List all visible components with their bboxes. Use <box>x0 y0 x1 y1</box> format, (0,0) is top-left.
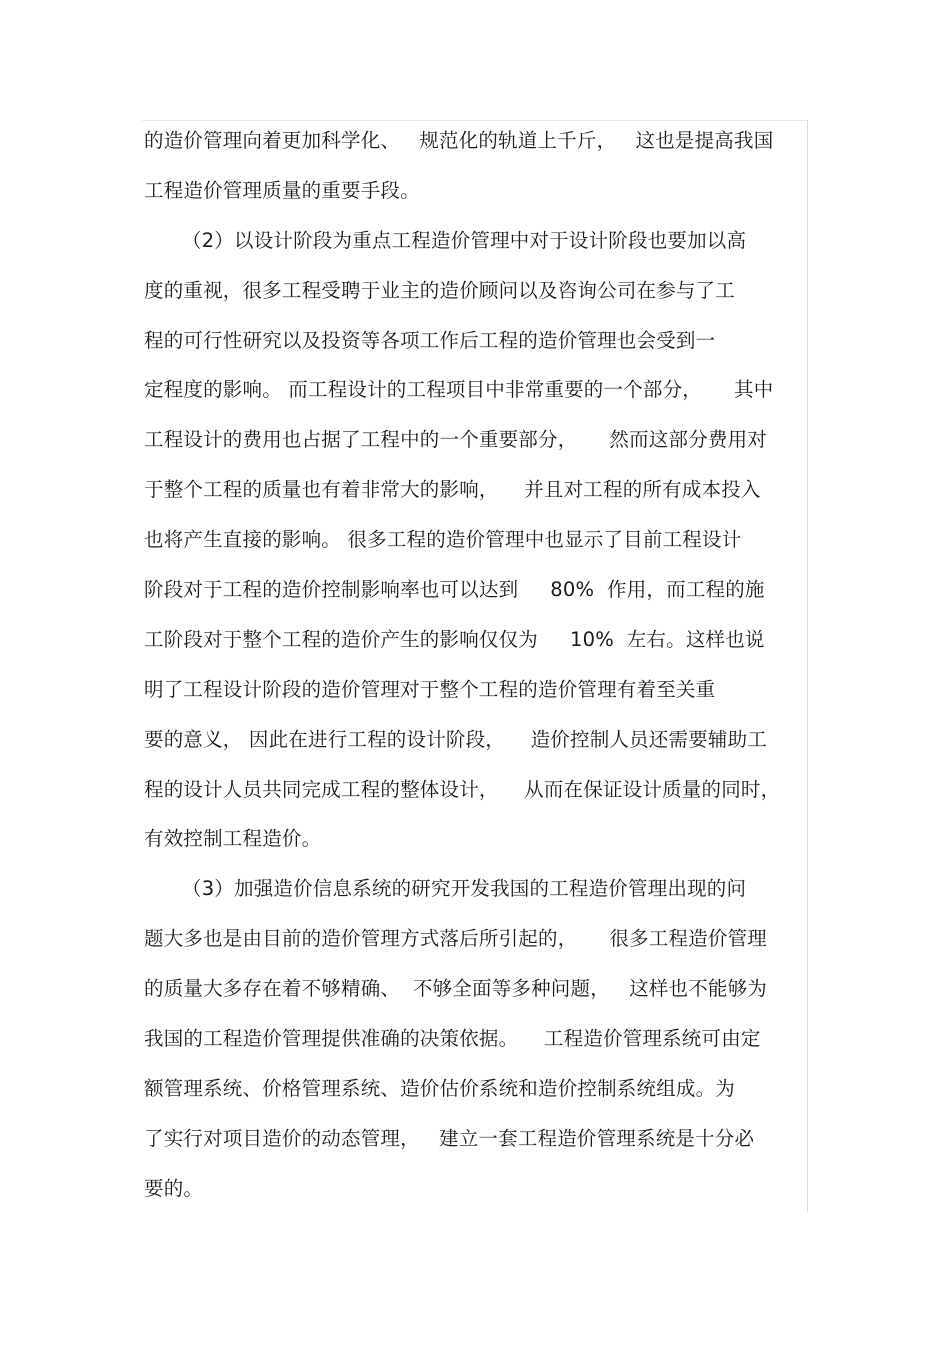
text-line: 要的。 <box>144 1176 204 1200</box>
text-line: 的造价管理向着更加科学化、 规范化的轨道上千斤， 这也是提高我国 <box>144 129 774 152</box>
text-line: 了实行对项目造价的动态管理， 建立一套工程造价管理系统是十分必 <box>144 1126 755 1150</box>
text-line: 明了工程设计阶段的造价管理对于整个工程的造价管理有着至关重 <box>144 677 716 701</box>
text-line: 阶段对于工程的造价控制影响率也可以达到 80% 作用，而工程的施 <box>144 578 765 602</box>
section-heading-line: （2）以设计阶段为重点工程造价管理中对于设计阶段也要加以高 <box>182 228 747 252</box>
text-line: 度的重视，很多工程受聘于业主的造价顾问以及咨询公司在参与了工 <box>144 278 736 302</box>
text-line: 题大多也是由目前的造价管理方式落后所引起的， 很多工程造价管理 <box>144 927 767 951</box>
text-line: 程的设计人员共同完成工程的整体设计， 从而在保证设计质量的同时， <box>144 777 781 801</box>
text-line: 工程设计的费用也占据了工程中的一个重要部分， 然而这部分费用对 <box>144 428 767 452</box>
text-line: 要的意义， 因此在进行工程的设计阶段， 造价控制人员还需要辅助工 <box>144 727 767 751</box>
text-line: 也将产生直接的影响。 很多工程的造价管理中也显示了目前工程设计 <box>144 528 742 552</box>
document-body <box>144 116 806 1214</box>
text-line: 额管理系统、价格管理系统、造价估价系统和造价控制系统组成。为 <box>144 1076 736 1100</box>
section-heading-line: （3）加强造价信息系统的研究开发我国的工程造价管理出现的问 <box>182 877 747 901</box>
text-line: 有效控制工程造价。 <box>144 827 322 851</box>
text-line: 工程造价管理质量的重要手段。 <box>144 178 420 202</box>
text-line: 定程度的影响。 而工程设计的工程项目中非常重要的一个部分， 其中 <box>144 378 774 402</box>
text-line: 于整个工程的质量也有着非常大的影响， 并且对工程的所有成本投入 <box>144 478 761 502</box>
text-line: 我国的工程造价管理提供准确的决策依据。 工程造价管理系统可由定 <box>144 1027 761 1051</box>
text-line: 程的可行性研究以及投资等各项工作后工程的造价管理也会受到一 <box>144 328 716 352</box>
text-line: 工阶段对于整个工程的造价产生的影响仅仅为 10% 左右。这样也说 <box>144 627 765 651</box>
text-line: 的质量大多存在着不够精确、 不够全面等多种问题， 这样也不能够为 <box>144 977 767 1001</box>
